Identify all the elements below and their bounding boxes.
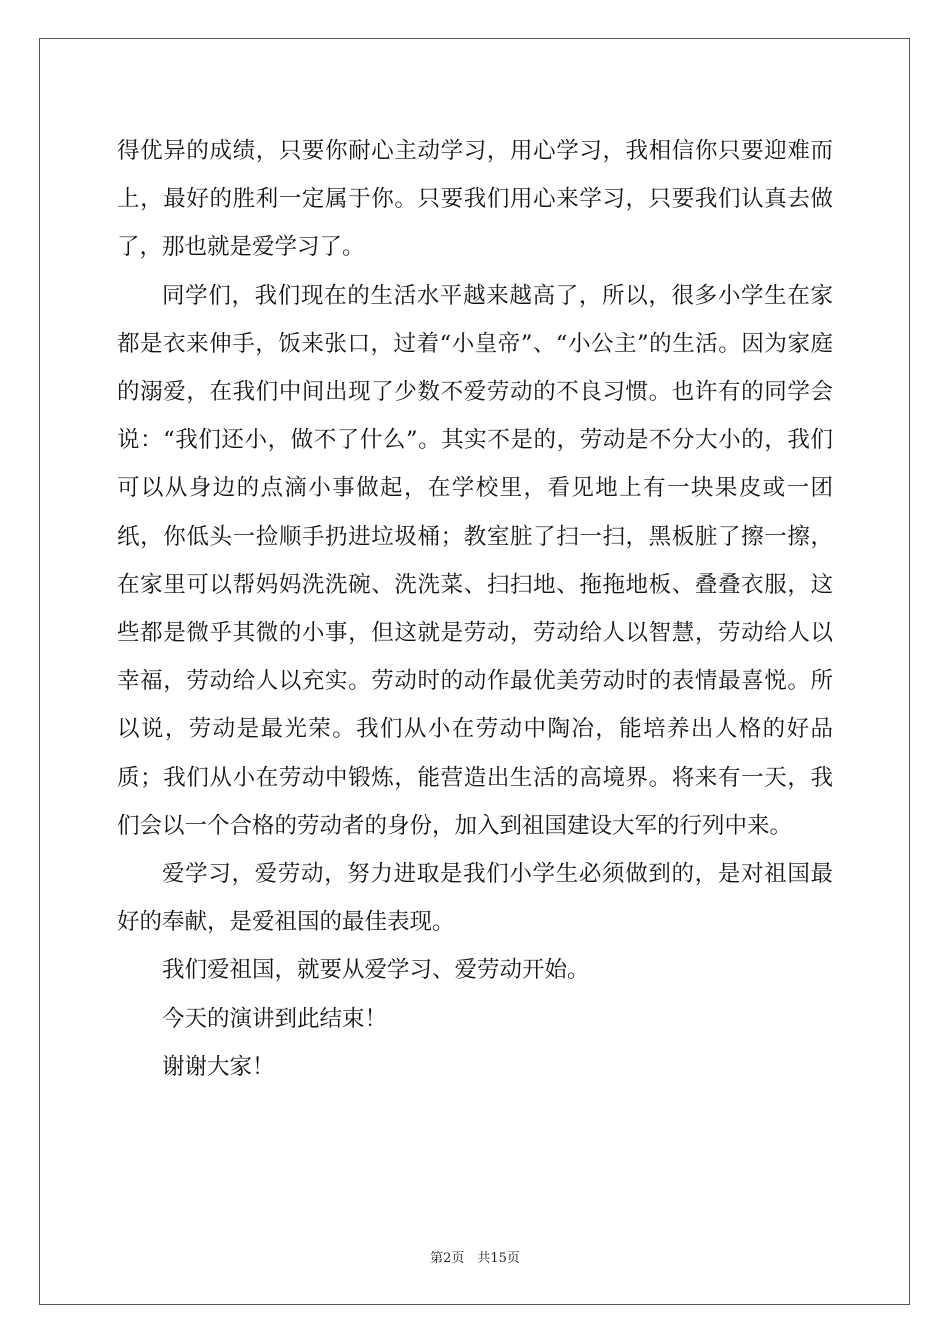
document-body [117, 127, 833, 1091]
page-number-footer: 第2页 共15页 [430, 1251, 520, 1266]
paragraph-5: 今天的演讲到此结束！ [162, 1005, 388, 1032]
paragraph-2: 同学们，我们现在的生活水平越来越高了，所以，很多小学生在家都是衣来伸手，饭来张口，过着“小皇帝”、“小公主”的生活。因为家庭的溺爱，在我们中间出现了少数不爱劳动的不良习惯。也许有的同学会说：“我们还小，做不了什么”。其实不是的，劳动是不分大小的，我们可以从身边的点滴小事做起，在学校里，看见地上有一块果皮或一团纸，你低头一捡顺手扔进垃圾桶；教室脏了扫一扫，黑板脏了擦一擦，在家里可以帮妈妈洗洗碗、洗洗菜、扫扫地、拖拖地板、叠叠衣服，这些都是微乎其微的小事，但这就是劳动，劳动给人以智慧，劳动给人以幸福，劳动给人以充实。劳动时的动作最优美劳动时的表情最喜悦。所以说，劳动是最光荣。我们从小在劳动中陶冶，能培养出人格的好品质；我们从小在劳动中锻炼，能营造出生活的高境界。将来有一天，我们会以一个合格的劳动者的身份，加入到祖国建设大军的行列中来。 [117, 282, 833, 839]
paragraph-3: 爱学习，爱劳动，努力进取是我们小学生必须做到的，是对祖国最好的奉献，是爱祖国的最佳表现。 [117, 861, 833, 936]
paragraph-4: 我们爱祖国，就要从爱学习、爱劳动开始。 [162, 957, 590, 984]
paragraph-1: 得优异的成绩，只要你耐心主动学习，用心学习，我相信你只要迎难而上，最好的胜利一定属于你。只要我们用心来学习，只要我们认真去做了，那也就是爱学习了。 [117, 138, 833, 261]
paragraph-6: 谢谢大家！ [162, 1053, 275, 1080]
